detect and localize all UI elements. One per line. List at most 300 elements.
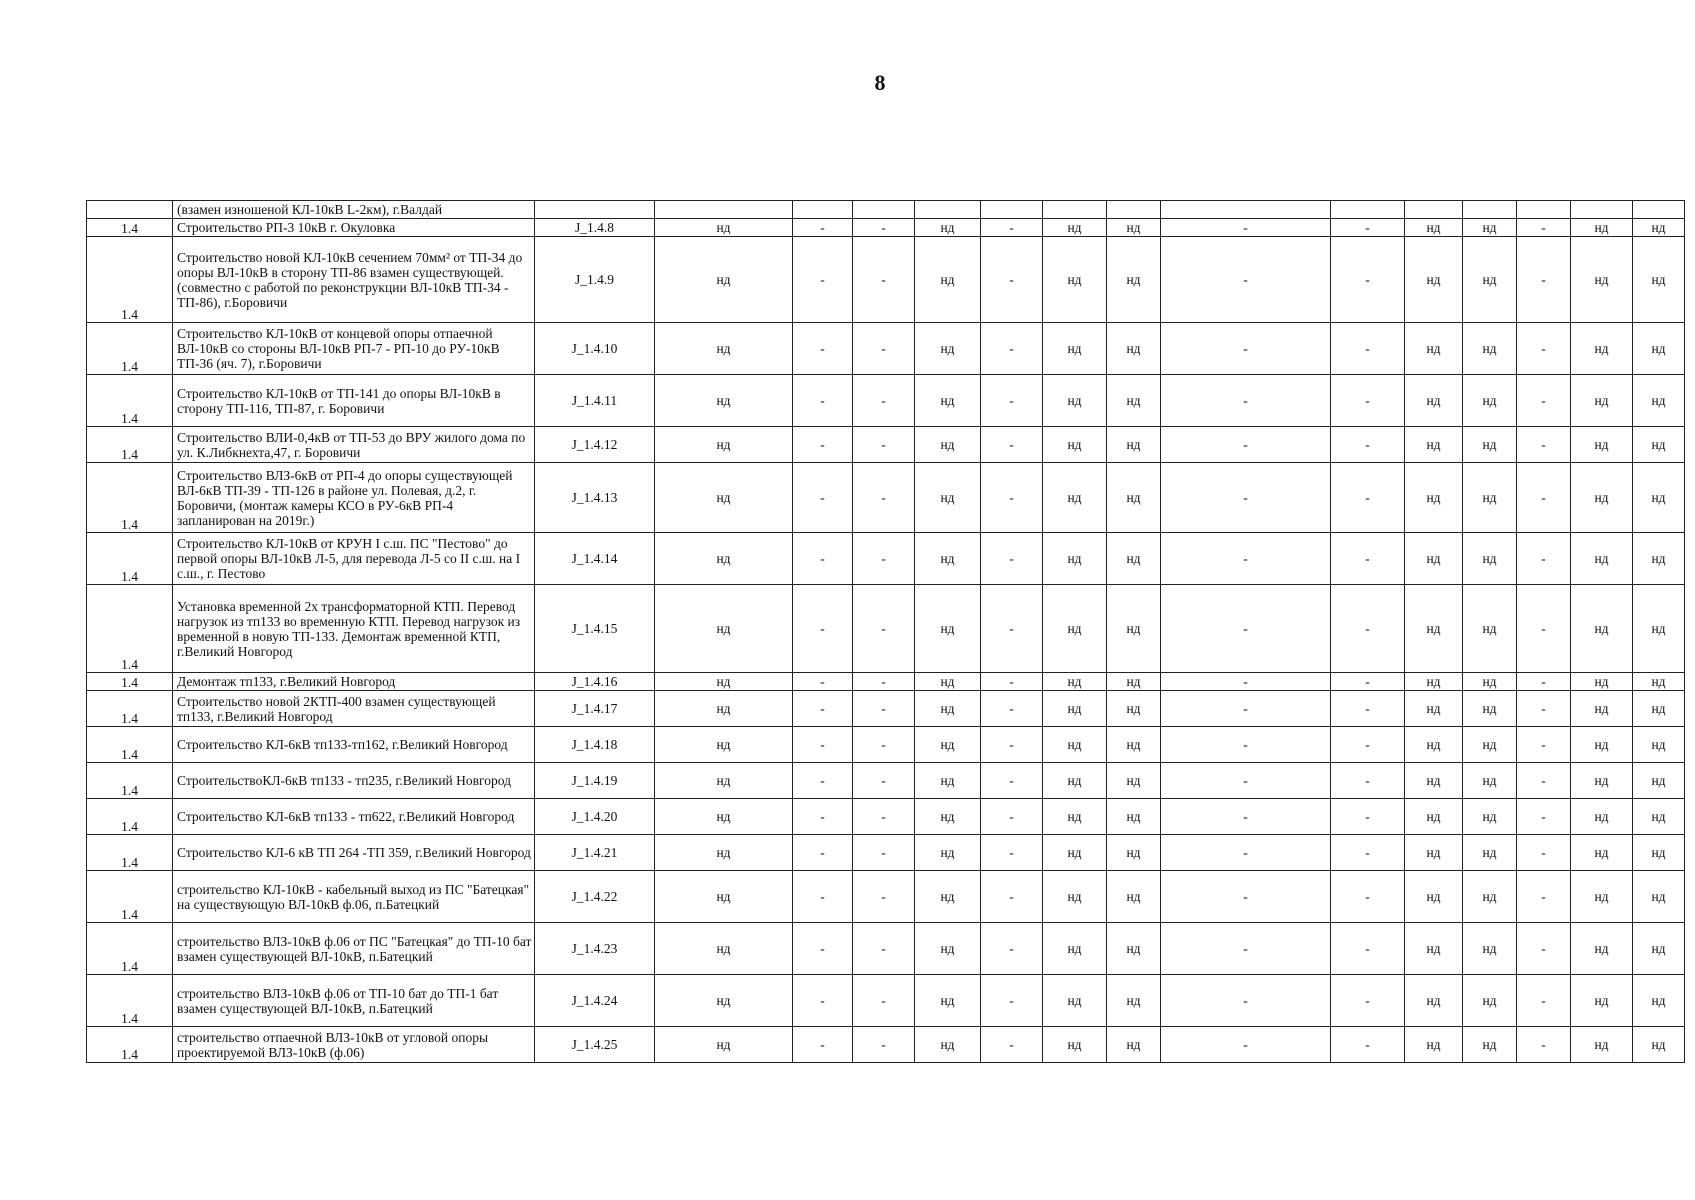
description-cell: Строительство РП-3 10кВ г. Окуловка (173, 219, 535, 237)
value-cell: - (981, 585, 1043, 673)
value-cell: - (793, 975, 853, 1027)
value-cell: нд (1571, 375, 1633, 427)
row-number-cell: 1.4 (87, 691, 173, 727)
value-cell: нд (1043, 763, 1107, 799)
value-cell: нд (1463, 237, 1517, 323)
value-cell: нд (1043, 1027, 1107, 1063)
value-cell: - (1517, 923, 1571, 975)
row-number-cell: 1.4 (87, 799, 173, 835)
value-cell: - (1517, 219, 1571, 237)
value-cell: нд (1107, 975, 1161, 1027)
value-cell (1161, 201, 1331, 219)
value-cell: - (793, 799, 853, 835)
value-cell (981, 201, 1043, 219)
row-number-cell (87, 201, 173, 219)
project-code-cell: J_1.4.17 (535, 691, 655, 727)
value-cell: нд (1571, 673, 1633, 691)
project-code-cell: J_1.4.10 (535, 323, 655, 375)
value-cell: - (981, 871, 1043, 923)
description-cell: СтроительствоКЛ-6кВ тп133 - тп235, г.Великий Новгород (173, 763, 535, 799)
value-cell: - (1161, 673, 1331, 691)
value-cell: - (793, 727, 853, 763)
value-cell: нд (1405, 727, 1463, 763)
document-table (86, 200, 1685, 1063)
row-number-cell: 1.4 (87, 975, 173, 1027)
value-cell: нд (1405, 691, 1463, 727)
value-cell (915, 201, 981, 219)
value-cell: нд (655, 237, 793, 323)
value-cell: нд (1633, 835, 1685, 871)
table-row (87, 763, 1685, 799)
value-cell: нд (1107, 691, 1161, 727)
value-cell (1405, 201, 1463, 219)
value-cell: - (853, 323, 915, 375)
value-cell: - (853, 975, 915, 1027)
value-cell: - (1331, 727, 1405, 763)
value-cell: - (1517, 375, 1571, 427)
value-cell: - (1517, 871, 1571, 923)
value-cell: - (1161, 923, 1331, 975)
value-cell: нд (1571, 871, 1633, 923)
value-cell: нд (1571, 799, 1633, 835)
value-cell: нд (915, 375, 981, 427)
value-cell: нд (1043, 427, 1107, 463)
value-cell: нд (1571, 323, 1633, 375)
value-cell: - (853, 463, 915, 533)
value-cell: нд (1633, 427, 1685, 463)
value-cell: нд (655, 975, 793, 1027)
page-number: 8 (874, 70, 886, 95)
value-cell: нд (1043, 673, 1107, 691)
value-cell: нд (655, 1027, 793, 1063)
value-cell: - (793, 763, 853, 799)
value-cell: - (981, 763, 1043, 799)
value-cell: - (981, 533, 1043, 585)
value-cell: - (981, 463, 1043, 533)
value-cell: нд (1107, 585, 1161, 673)
table-row (87, 463, 1685, 533)
value-cell: - (981, 375, 1043, 427)
project-code-cell: J_1.4.11 (535, 375, 655, 427)
project-code-cell: J_1.4.24 (535, 975, 655, 1027)
value-cell: - (981, 219, 1043, 237)
value-cell: нд (1405, 585, 1463, 673)
row-number-cell: 1.4 (87, 585, 173, 673)
project-code-cell: J_1.4.13 (535, 463, 655, 533)
value-cell: нд (1463, 585, 1517, 673)
value-cell: - (1517, 1027, 1571, 1063)
value-cell: нд (1463, 691, 1517, 727)
project-code-cell: J_1.4.20 (535, 799, 655, 835)
value-cell: нд (1405, 219, 1463, 237)
value-cell: нд (1633, 237, 1685, 323)
value-cell (1331, 201, 1405, 219)
value-cell: нд (1571, 427, 1633, 463)
description-cell: строительство отпаечной ВЛЗ-10кВ от угловой опоры проектируемой ВЛЗ-10кВ (ф.06) (173, 1027, 535, 1063)
value-cell: нд (1463, 923, 1517, 975)
value-cell: нд (1633, 1027, 1685, 1063)
description-cell: Строительство новой 2КТП-400 взамен существующей тп133, г.Великий Новгород (173, 691, 535, 727)
value-cell: нд (655, 463, 793, 533)
row-number-cell: 1.4 (87, 835, 173, 871)
value-cell: нд (1571, 727, 1633, 763)
value-cell: - (793, 923, 853, 975)
value-cell: - (1331, 871, 1405, 923)
row-number-cell: 1.4 (87, 463, 173, 533)
row-number-cell: 1.4 (87, 375, 173, 427)
table-row (87, 923, 1685, 975)
row-number-cell: 1.4 (87, 763, 173, 799)
value-cell: нд (1633, 323, 1685, 375)
value-cell: - (1161, 799, 1331, 835)
description-cell: строительство ВЛЗ-10кВ ф.06 от ТП-10 бат до ТП-1 бат взамен существующей ВЛ-10кВ, п.Батецкий (173, 975, 535, 1027)
value-cell: - (1331, 673, 1405, 691)
value-cell: - (981, 923, 1043, 975)
value-cell: нд (1633, 923, 1685, 975)
value-cell: нд (1043, 691, 1107, 727)
value-cell: - (1331, 463, 1405, 533)
project-code-cell: J_1.4.19 (535, 763, 655, 799)
row-number-cell: 1.4 (87, 323, 173, 375)
table-row (87, 673, 1685, 691)
project-code-cell: J_1.4.18 (535, 727, 655, 763)
value-cell: нд (1571, 237, 1633, 323)
value-cell: - (1517, 533, 1571, 585)
value-cell (1463, 201, 1517, 219)
row-number-cell: 1.4 (87, 237, 173, 323)
project-code-cell: J_1.4.23 (535, 923, 655, 975)
value-cell: нд (655, 871, 793, 923)
value-cell: нд (1463, 727, 1517, 763)
value-cell: нд (1633, 691, 1685, 727)
value-cell: - (1161, 1027, 1331, 1063)
description-cell: Демонтаж тп133, г.Великий Новгород (173, 673, 535, 691)
project-code-cell: J_1.4.8 (535, 219, 655, 237)
value-cell: нд (915, 585, 981, 673)
value-cell: нд (1107, 1027, 1161, 1063)
value-cell (853, 201, 915, 219)
value-cell: нд (655, 727, 793, 763)
value-cell: - (981, 427, 1043, 463)
table-row (87, 201, 1685, 219)
value-cell: - (853, 585, 915, 673)
value-cell: - (1517, 691, 1571, 727)
description-cell: Строительство КЛ-10кВ от ТП-141 до опоры ВЛ-10кВ в сторону ТП-116, ТП-87, г. Боровичи (173, 375, 535, 427)
value-cell: нд (1405, 533, 1463, 585)
value-cell: нд (1463, 763, 1517, 799)
value-cell: нд (1043, 585, 1107, 673)
value-cell: нд (1405, 923, 1463, 975)
value-cell: нд (655, 799, 793, 835)
table-row (87, 871, 1685, 923)
value-cell: - (1161, 835, 1331, 871)
description-cell: Строительство новой КЛ-10кВ сечением 70мм² от ТП-34 до опоры ВЛ-10кВ в сторону ТП-86 взамен существующей. (совместно с работой по реконструкции ВЛ-10кВ ТП-34 - ТП-86), г.Боровичи (173, 237, 535, 323)
value-cell: - (981, 835, 1043, 871)
value-cell: - (793, 219, 853, 237)
value-cell: нд (1463, 533, 1517, 585)
value-cell: - (981, 673, 1043, 691)
value-cell: - (1517, 975, 1571, 1027)
value-cell: - (1517, 427, 1571, 463)
value-cell: - (1331, 533, 1405, 585)
project-code-cell: J_1.4.22 (535, 871, 655, 923)
value-cell: - (1331, 323, 1405, 375)
value-cell: нд (1405, 835, 1463, 871)
value-cell: нд (1107, 871, 1161, 923)
value-cell: нд (1633, 871, 1685, 923)
description-cell: Строительство КЛ-6 кВ ТП 264 -ТП 359, г.Великий Новгород (173, 835, 535, 871)
value-cell: - (1161, 691, 1331, 727)
value-cell: - (793, 1027, 853, 1063)
value-cell (1517, 201, 1571, 219)
project-code-cell: J_1.4.15 (535, 585, 655, 673)
value-cell: - (1517, 727, 1571, 763)
value-cell: нд (1107, 763, 1161, 799)
value-cell: нд (1405, 799, 1463, 835)
description-cell: строительство ВЛЗ-10кВ ф.06 от ПС "Батецкая" до ТП-10 бат взамен существующей ВЛ-10кВ, п.Батецкий (173, 923, 535, 975)
value-cell: - (1161, 763, 1331, 799)
value-cell: нд (1043, 463, 1107, 533)
table-row (87, 1027, 1685, 1063)
value-cell: - (1161, 727, 1331, 763)
value-cell: нд (1633, 375, 1685, 427)
value-cell: - (793, 691, 853, 727)
description-cell: Строительство КЛ-6кВ тп133 - тп622, г.Великий Новгород (173, 799, 535, 835)
value-cell: - (1331, 237, 1405, 323)
value-cell: нд (1405, 237, 1463, 323)
value-cell: нд (1463, 323, 1517, 375)
value-cell: нд (1633, 727, 1685, 763)
value-cell: нд (915, 427, 981, 463)
value-cell: нд (915, 727, 981, 763)
value-cell: нд (1633, 463, 1685, 533)
value-cell: - (1331, 219, 1405, 237)
value-cell: нд (1571, 691, 1633, 727)
value-cell: нд (1405, 871, 1463, 923)
value-cell: нд (1107, 673, 1161, 691)
table-row (87, 533, 1685, 585)
row-number-cell: 1.4 (87, 673, 173, 691)
table-row (87, 691, 1685, 727)
description-cell: Строительство КЛ-6кВ тп133-тп162, г.Великий Новгород (173, 727, 535, 763)
value-cell: нд (655, 673, 793, 691)
value-cell: нд (1043, 323, 1107, 375)
value-cell: нд (655, 585, 793, 673)
value-cell: - (1161, 975, 1331, 1027)
value-cell: нд (915, 975, 981, 1027)
table-row (87, 799, 1685, 835)
row-number-cell: 1.4 (87, 727, 173, 763)
table-row (87, 727, 1685, 763)
value-cell: нд (1107, 323, 1161, 375)
value-cell: нд (1107, 923, 1161, 975)
row-number-cell: 1.4 (87, 923, 173, 975)
value-cell: нд (1633, 585, 1685, 673)
value-cell: нд (915, 463, 981, 533)
description-cell: Установка временной 2х трансформаторной КТП. Перевод нагрузок из тп133 во временную КТП. Перевод нагрузок из временной в новую ТП-133. Демонтаж временной КТП, г.Великий Новгород (173, 585, 535, 673)
value-cell: - (1161, 375, 1331, 427)
value-cell: - (1331, 585, 1405, 673)
value-cell: нд (1463, 463, 1517, 533)
value-cell: - (1331, 375, 1405, 427)
description-cell: (взамен изношеной КЛ-10кВ L-2км), г.Валдай (173, 201, 535, 219)
value-cell: - (1161, 463, 1331, 533)
value-cell: нд (1633, 673, 1685, 691)
value-cell: нд (1571, 219, 1633, 237)
value-cell: нд (915, 835, 981, 871)
value-cell: нд (1571, 463, 1633, 533)
value-cell: - (853, 427, 915, 463)
value-cell: - (1161, 871, 1331, 923)
value-cell: - (1517, 463, 1571, 533)
project-code-cell: J_1.4.16 (535, 673, 655, 691)
value-cell: - (981, 1027, 1043, 1063)
value-cell: - (981, 727, 1043, 763)
value-cell: нд (1107, 237, 1161, 323)
description-cell: Строительство ВЛИ-0,4кВ от ТП-53 до ВРУ жилого дома по ул. К.Либкнехта,47, г. Боровичи (173, 427, 535, 463)
value-cell: - (1517, 799, 1571, 835)
value-cell: нд (1633, 763, 1685, 799)
value-cell: нд (915, 323, 981, 375)
value-cell: нд (1405, 323, 1463, 375)
value-cell: нд (655, 323, 793, 375)
value-cell: - (853, 763, 915, 799)
value-cell: нд (1043, 871, 1107, 923)
value-cell: нд (655, 691, 793, 727)
value-cell (1043, 201, 1107, 219)
project-code-cell: J_1.4.21 (535, 835, 655, 871)
value-cell: - (981, 237, 1043, 323)
description-cell: строительство КЛ-10кВ - кабельный выход из ПС "Батецкая" на существующую ВЛ-10кВ ф.06, п.Батецкий (173, 871, 535, 923)
value-cell (1107, 201, 1161, 219)
value-cell: нд (1571, 923, 1633, 975)
value-cell: нд (1633, 533, 1685, 585)
row-number-cell: 1.4 (87, 219, 173, 237)
value-cell: нд (1043, 237, 1107, 323)
value-cell: - (793, 463, 853, 533)
table-row (87, 219, 1685, 237)
value-cell: нд (915, 799, 981, 835)
value-cell: нд (1463, 427, 1517, 463)
value-cell: нд (1463, 871, 1517, 923)
value-cell (1633, 201, 1685, 219)
value-cell: нд (655, 923, 793, 975)
value-cell: нд (1463, 673, 1517, 691)
value-cell: нд (915, 1027, 981, 1063)
table-row (87, 375, 1685, 427)
description-cell: Строительство КЛ-10кВ от концевой опоры отпаечной ВЛ-10кВ со стороны ВЛ-10кВ РП-7 - РП-10 до РУ-10кВ ТП-36 (яч. 7), г.Боровичи (173, 323, 535, 375)
value-cell: нд (1107, 799, 1161, 835)
value-cell: - (1161, 427, 1331, 463)
value-cell: - (853, 1027, 915, 1063)
value-cell: нд (655, 533, 793, 585)
value-cell: - (1517, 585, 1571, 673)
value-cell: - (793, 237, 853, 323)
value-cell: нд (1405, 1027, 1463, 1063)
value-cell: нд (1633, 219, 1685, 237)
value-cell: - (853, 835, 915, 871)
value-cell: - (793, 427, 853, 463)
table-row (87, 585, 1685, 673)
value-cell: нд (1043, 375, 1107, 427)
value-cell: - (793, 871, 853, 923)
value-cell: нд (655, 375, 793, 427)
project-code-cell: J_1.4.12 (535, 427, 655, 463)
value-cell: нд (655, 763, 793, 799)
value-cell: - (1517, 323, 1571, 375)
table-row (87, 835, 1685, 871)
value-cell: нд (1043, 219, 1107, 237)
project-code-cell: J_1.4.25 (535, 1027, 655, 1063)
value-cell: - (1161, 237, 1331, 323)
value-cell: нд (1463, 799, 1517, 835)
value-cell: нд (1043, 799, 1107, 835)
value-cell: нд (1463, 1027, 1517, 1063)
value-cell: нд (655, 835, 793, 871)
value-cell: - (853, 673, 915, 691)
value-cell: - (981, 799, 1043, 835)
value-cell: - (1331, 799, 1405, 835)
value-cell: нд (1405, 463, 1463, 533)
value-cell: - (1331, 427, 1405, 463)
value-cell: - (793, 835, 853, 871)
table-row (87, 323, 1685, 375)
value-cell: - (1331, 763, 1405, 799)
value-cell: - (1517, 763, 1571, 799)
table-row (87, 427, 1685, 463)
value-cell: нд (915, 763, 981, 799)
value-cell (655, 201, 793, 219)
value-cell: нд (655, 219, 793, 237)
value-cell: - (981, 975, 1043, 1027)
value-cell: нд (1405, 763, 1463, 799)
value-cell: нд (1633, 975, 1685, 1027)
value-cell: - (981, 323, 1043, 375)
value-cell: нд (1043, 923, 1107, 975)
value-cell: - (1331, 835, 1405, 871)
value-cell: нд (1571, 763, 1633, 799)
project-code-cell: J_1.4.9 (535, 237, 655, 323)
value-cell: - (853, 691, 915, 727)
value-cell: нд (915, 923, 981, 975)
value-cell: - (1517, 673, 1571, 691)
value-cell: - (1331, 975, 1405, 1027)
value-cell: - (1331, 691, 1405, 727)
value-cell: - (853, 799, 915, 835)
value-cell: нд (1107, 219, 1161, 237)
value-cell: нд (1405, 427, 1463, 463)
value-cell: нд (915, 533, 981, 585)
value-cell: - (853, 219, 915, 237)
value-cell: - (1331, 923, 1405, 975)
value-cell: нд (1107, 463, 1161, 533)
value-cell: - (793, 533, 853, 585)
value-cell: нд (1571, 1027, 1633, 1063)
value-cell: нд (1463, 375, 1517, 427)
value-cell (793, 201, 853, 219)
value-cell: - (853, 375, 915, 427)
value-cell: - (1161, 219, 1331, 237)
value-cell: нд (915, 219, 981, 237)
table-row (87, 975, 1685, 1027)
value-cell: - (793, 585, 853, 673)
row-number-cell: 1.4 (87, 871, 173, 923)
value-cell: - (793, 673, 853, 691)
value-cell: нд (1463, 975, 1517, 1027)
value-cell: нд (1107, 427, 1161, 463)
value-cell: - (853, 871, 915, 923)
value-cell: - (1331, 1027, 1405, 1063)
